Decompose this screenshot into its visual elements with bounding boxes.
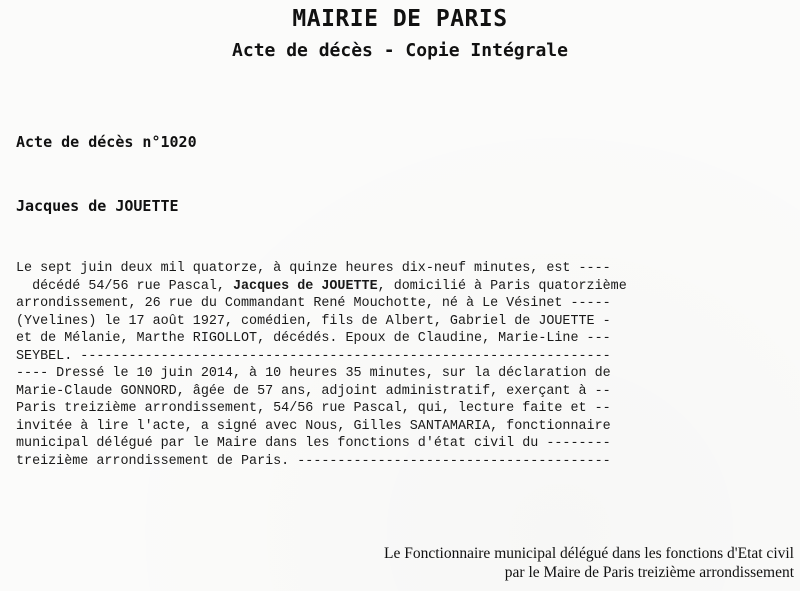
body-line: et de Mélanie, Marthe RIGOLLOT, décédés. Epoux de Claudine, Marie-Line --- [16, 331, 611, 346]
acte-number: Acte de décès n°1020 [16, 133, 197, 151]
document-title: MAIRIE DE PARIS [292, 6, 508, 32]
document-subtitle: Acte de décès - Copie Intégrale [232, 40, 568, 61]
body-line: Marie-Claude GONNORD, âgée de 57 ans, adjoint administratif, exerçant à -- [16, 383, 611, 399]
signature-line-2: par le Maire de Paris treizième arrondissement [504, 564, 794, 581]
body-line: treizième arrondissement de Paris. --------------------------------------- [16, 453, 611, 469]
acte-body-text [16, 260, 706, 470]
body-line: Paris treizième arrondissement, 54/56 rue Pascal, qui, lecture faite et -- [16, 401, 611, 416]
body-line: Le sept juin deux mil quatorze, à quinze heures dix-neuf minutes, est ---- [16, 261, 611, 276]
body-line: ---- Dressé le 10 juin 2014, à 10 heures 35 minutes, sur la déclaration de [16, 366, 611, 381]
signature-line-1: Le Fonctionnaire municipal délégué dans les fonctions d'Etat civil [384, 545, 794, 562]
body-line: municipal délégué par le Maire dans les fonctions d'état civil du -------- [16, 436, 611, 451]
signature-block [384, 544, 794, 582]
body-line: invitée à lire l'acte, a signé avec Nous, Gilles SANTAMARIA, fonctionnaire [16, 418, 611, 434]
body-line: arrondissement, 26 rue du Commandant René Mouchotte, né à Le Vésinet ----- [16, 296, 611, 311]
body-line: (Yvelines) le 17 août 1927, comédien, fils de Albert, Gabriel de JOUETTE - [16, 313, 611, 329]
body-line: SEYBEL. ------------------------------------------------------------------ [16, 348, 611, 364]
deceased-name: Jacques de JOUETTE [16, 197, 179, 215]
body-line: décédé 54/56 rue Pascal, Jacques de JOUETTE, domicilié à Paris quatorzième [16, 278, 627, 294]
deceased-name-inline: Jacques de JOUETTE [232, 278, 378, 294]
